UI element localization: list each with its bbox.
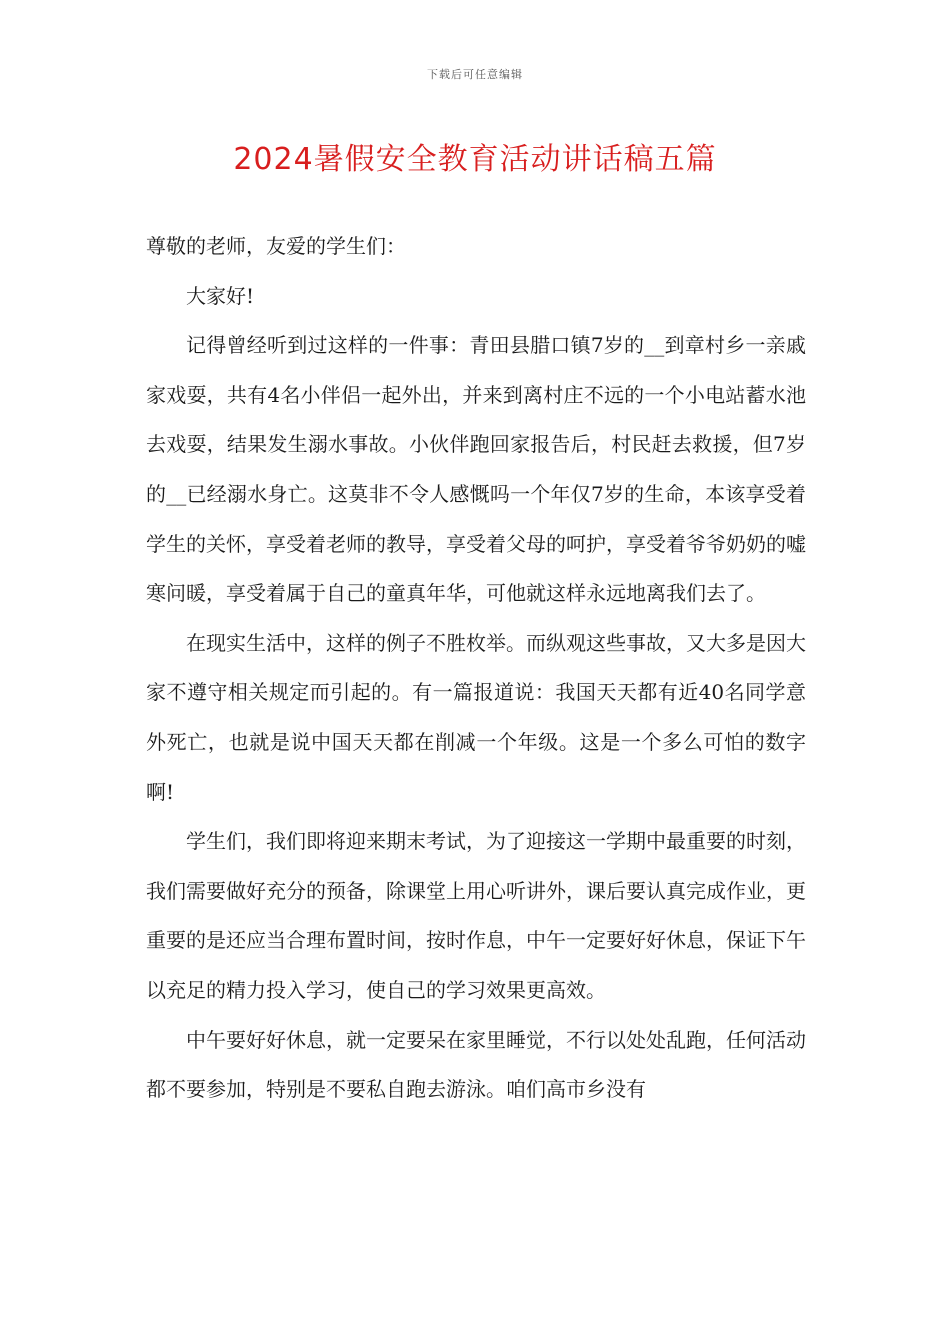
document-title: 2024暑假安全教育活动讲话稿五篇 bbox=[233, 142, 717, 177]
paragraph: 在现实生活中，这样的例子不胜枚举。而纵观这些事故，又大多是因大家不遵守相关规定而引起的。有一篇报道说：我国天天都有近40名同学意外死亡，也就是说中国天天都在削减一个年级。这是一个多么可怕的数字啊! bbox=[146, 630, 806, 804]
header-note: 下载后可任意编辑 bbox=[427, 68, 523, 81]
greeting: 大家好! bbox=[186, 283, 255, 308]
paragraph: 学生们，我们即将迎来期末考试，为了迎接这一学期中最重要的时刻，我们需要做好充分的预备，除课堂上用心听讲外，课后要认真完成作业，更重要的是还应当合理布置时间，按时作息，中午一定要好好休息，保证下午以充足的精力投入学习，使自己的学习效果更高效。 bbox=[146, 829, 806, 1002]
paragraph: 记得曾经听到过这样的一件事：青田县腊口镇7岁的__到章村乡一亲戚家戏耍，共有4名小伴侣一起外出，并来到离村庄不远的一个小电站蓄水池去戏耍，结果发生溺水事故。小伙伴跑回家报告后，村民赶去救援，但7岁的__已经溺水身亡。这莫非不令人感慨吗一个年仅7岁的生命，本该享受着学生的关怀，享受着老师的教导，享受着父母的呵护，享受着爷爷奶奶的嘘寒问暖，享受着属于自己的童真年华，可他就这样永远地离我们去了。 bbox=[146, 333, 806, 606]
salutation: 尊敬的老师，友爱的学生们： bbox=[146, 234, 406, 258]
document-body bbox=[146, 222, 806, 1115]
paragraph: 中午要好好休息，就一定要呆在家里睡觉，不行以处处乱跑，任何活动都不要参加，特别是不要私自跑去游泳。咱们高市乡没有 bbox=[146, 1027, 806, 1102]
